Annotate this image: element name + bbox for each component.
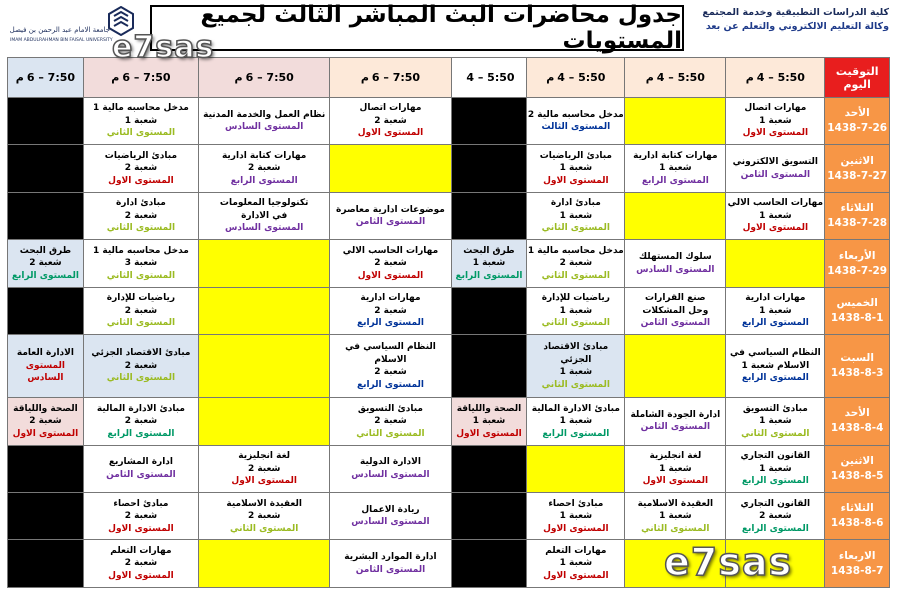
course-cell bbox=[625, 445, 726, 492]
course-cell bbox=[330, 240, 451, 287]
course-name: الادارة العامة bbox=[16, 348, 74, 359]
course-name: مهارات اتصال bbox=[359, 103, 422, 114]
empty-slot bbox=[330, 145, 451, 192]
course-level: المستوى الثاني bbox=[106, 223, 176, 234]
course-cell bbox=[330, 98, 451, 145]
course-cell bbox=[8, 240, 84, 287]
course-name: مدخل محاسبه مالية 1 bbox=[527, 245, 624, 256]
course-detail: شعبة 1 bbox=[759, 210, 792, 221]
course-level: المستوى الثاني bbox=[541, 379, 611, 390]
no-session-slot bbox=[8, 287, 84, 334]
course-level: المستوى الرابع bbox=[741, 373, 809, 384]
course-cell bbox=[83, 398, 198, 445]
course-level: المستوى الثامن bbox=[106, 469, 176, 480]
no-session-slot bbox=[451, 335, 527, 398]
course-name: تكنولوجيا المعلومات bbox=[219, 198, 309, 209]
course-level: المستوى الثاني bbox=[641, 523, 710, 534]
course-name: مبادئ الادارة المالية bbox=[531, 403, 620, 414]
course-level: المستوى الثاني bbox=[106, 270, 176, 281]
time-range: 4 – 5:50 bbox=[756, 71, 805, 84]
course-level: المستوى الاول bbox=[108, 523, 174, 534]
course-detail: شعبة 1 bbox=[759, 115, 792, 126]
day-cell bbox=[825, 192, 890, 239]
course-level: المستوى الثاني bbox=[741, 428, 810, 439]
course-cell bbox=[527, 240, 625, 287]
course-cell bbox=[83, 192, 198, 239]
course-name: النظام السياسي في الاسلام bbox=[345, 342, 436, 365]
course-name: مبادئ التسويق bbox=[742, 403, 808, 414]
college-info bbox=[689, 6, 889, 34]
course-level: المستوى الثاني bbox=[230, 523, 299, 534]
course-level: المستوى الاول bbox=[543, 523, 609, 534]
course-level: المستوى الثامن bbox=[640, 318, 711, 329]
course-cell bbox=[625, 287, 726, 334]
no-session-slot bbox=[451, 145, 527, 192]
course-name: موضوعات ادارية معاصرة bbox=[336, 204, 445, 215]
course-detail: شعبة 1 bbox=[759, 305, 792, 316]
course-cell bbox=[199, 145, 330, 192]
course-detail: شعبة 2 bbox=[124, 163, 158, 174]
empty-slot bbox=[625, 192, 726, 239]
course-name: مبادئ التسويق bbox=[357, 403, 423, 414]
empty-slot bbox=[625, 335, 726, 398]
empty-slot bbox=[199, 335, 330, 398]
course-name: ادارة الجودة الشاملة bbox=[630, 409, 721, 420]
course-name: مهارات التعلم bbox=[545, 545, 607, 556]
schedule-row bbox=[8, 445, 890, 492]
course-cell bbox=[726, 145, 825, 192]
course-cell bbox=[451, 398, 527, 445]
time-range: 6 – 7:50 bbox=[371, 71, 421, 84]
course-cell bbox=[726, 493, 825, 540]
course-level: المستوى الاول bbox=[357, 270, 424, 281]
course-name: مهارات الحاسب الالي bbox=[727, 198, 824, 209]
course-detail: شعبة 1 bbox=[124, 115, 158, 126]
day-cell bbox=[825, 335, 890, 398]
course-cell bbox=[726, 192, 825, 239]
corner-header bbox=[825, 58, 890, 98]
day-cell bbox=[825, 98, 890, 145]
day-name: الأربعاء bbox=[838, 249, 876, 262]
course-level: المستوى الثالث bbox=[541, 122, 611, 133]
day-date: 1438-8-1 bbox=[830, 312, 884, 325]
schedule-row bbox=[8, 398, 890, 445]
course-name: مبادئ ادارة bbox=[550, 198, 601, 209]
course-level: المستوى الرابع bbox=[741, 476, 809, 487]
schedule-row bbox=[8, 335, 890, 398]
course-level: المستوى الرابع bbox=[741, 318, 809, 329]
course-name: مبادئ الاقتصاد الجزئي bbox=[543, 342, 609, 365]
course-cell bbox=[451, 240, 527, 287]
course-name: ادارة المشاريع bbox=[108, 457, 174, 468]
course-cell bbox=[527, 192, 625, 239]
course-cell bbox=[83, 335, 198, 398]
course-name: لغة انجليزية bbox=[238, 451, 291, 462]
course-level: المستوى الرابع bbox=[11, 270, 79, 281]
course-detail: وحل المشكلات bbox=[642, 305, 709, 316]
course-detail: شعبة 1 bbox=[559, 163, 593, 174]
time-header bbox=[8, 58, 84, 98]
course-name: مدخل محاسبه مالية 2 bbox=[527, 109, 624, 120]
no-session-slot bbox=[8, 493, 84, 540]
course-detail: شعبة 1 bbox=[659, 463, 692, 474]
course-name: الادارة الدولية bbox=[360, 457, 421, 468]
time-unit: م bbox=[15, 71, 24, 84]
course-name: رياضيات للإدارة bbox=[541, 293, 610, 304]
course-name: مهارات اتصال bbox=[744, 103, 807, 114]
no-session-slot bbox=[451, 540, 527, 588]
course-detail: شعبة 2 bbox=[124, 558, 158, 569]
course-name: القانون التجاري bbox=[740, 451, 811, 462]
university-name-en: IMAM ABDULRAHMAN BIN FAISAL UNIVERSITY bbox=[10, 38, 113, 43]
course-cell bbox=[330, 540, 451, 588]
course-level: المستوى الاول bbox=[108, 175, 174, 186]
day-name: الخميس bbox=[836, 297, 878, 310]
schedule-body bbox=[8, 98, 890, 588]
empty-slot bbox=[726, 240, 825, 287]
empty-slot bbox=[199, 540, 330, 588]
course-name: مبادئ الرياضيات bbox=[539, 150, 612, 161]
course-level: المستوى الاول bbox=[231, 476, 297, 487]
course-level: المستوى الثاني bbox=[541, 318, 611, 329]
course-detail: شعبة 2 bbox=[374, 258, 407, 269]
course-cell bbox=[726, 287, 825, 334]
course-cell bbox=[527, 287, 625, 334]
course-cell bbox=[527, 98, 625, 145]
course-cell bbox=[330, 398, 451, 445]
no-session-slot bbox=[8, 145, 84, 192]
corner-day-label: اليوم bbox=[843, 77, 871, 91]
course-level: المستوى الاول bbox=[108, 570, 174, 581]
course-level: المستوى الرابع bbox=[741, 523, 809, 534]
course-detail: شعبة 1 bbox=[659, 163, 692, 174]
course-cell bbox=[199, 493, 330, 540]
time-header bbox=[330, 58, 451, 98]
course-level: المستوى الاول bbox=[357, 128, 424, 139]
day-date: 1438-8-6 bbox=[830, 517, 884, 530]
empty-slot bbox=[625, 98, 726, 145]
day-name: الاثنين bbox=[840, 454, 874, 467]
course-level: المستوى الاول bbox=[12, 428, 79, 439]
course-level: المستوى الاول bbox=[742, 128, 809, 139]
course-detail: شعبة 2 bbox=[124, 210, 158, 221]
day-date: 1438-8-5 bbox=[830, 469, 884, 482]
course-cell bbox=[83, 98, 198, 145]
course-name: التسويق الالكتروني bbox=[732, 157, 818, 168]
college-name: كلية الدراسات التطبيقية وخدمة المجتمع bbox=[702, 7, 889, 18]
course-name: رياضيات للإدارة bbox=[106, 293, 176, 304]
schedule-row bbox=[8, 240, 890, 287]
course-cell bbox=[8, 335, 84, 398]
course-level: المستوى الرابع bbox=[455, 270, 523, 281]
course-name: مهارات كتابة ادارية bbox=[633, 150, 718, 161]
course-level: المستوى الثاني bbox=[106, 128, 176, 139]
course-name: نظام العمل والخدمة المدنية bbox=[203, 109, 326, 120]
course-name: مهارات التعلم bbox=[110, 545, 172, 556]
course-detail: شعبة 2 bbox=[124, 511, 158, 521]
course-name: مبادئ احصاء bbox=[113, 498, 169, 509]
day-date: 1438-8-4 bbox=[830, 422, 884, 435]
course-detail: شعبة 1 bbox=[759, 463, 792, 474]
course-name: سلوك المستهلك bbox=[638, 252, 712, 263]
course-level: المستوى الرابع bbox=[356, 379, 424, 390]
day-cell bbox=[825, 398, 890, 445]
course-detail: شعبة 1 bbox=[472, 258, 506, 269]
course-detail: شعبة 1 bbox=[759, 416, 792, 427]
course-cell bbox=[527, 145, 625, 192]
no-session-slot bbox=[451, 445, 527, 492]
day-date: 1438-7-29 bbox=[827, 264, 888, 277]
course-cell bbox=[330, 287, 451, 334]
course-cell bbox=[527, 335, 625, 398]
course-cell bbox=[83, 540, 198, 588]
course-detail: شعبة 1 bbox=[559, 511, 593, 521]
course-name: مهارات ادارية bbox=[360, 293, 421, 304]
course-name: العقيدة الاسلامية bbox=[637, 498, 714, 509]
course-cell bbox=[199, 445, 330, 492]
course-name: صنع القرارات bbox=[645, 293, 706, 304]
no-session-slot bbox=[8, 445, 84, 492]
course-detail: شعبة 1 bbox=[559, 558, 593, 569]
course-name: ريادة الاعمال bbox=[361, 504, 420, 515]
course-level: المستوى الثاني bbox=[106, 318, 176, 329]
course-detail: شعبة 2 bbox=[374, 115, 407, 126]
course-name: مبادئ ادارة bbox=[115, 198, 166, 209]
course-name: مبادئ الادارة المالية bbox=[96, 403, 185, 414]
course-level: المستوى الثاني bbox=[106, 373, 176, 384]
no-session-slot bbox=[451, 192, 527, 239]
watermark-top: e7sas bbox=[112, 30, 215, 65]
course-detail: شعبة 2 bbox=[247, 163, 281, 174]
empty-slot bbox=[199, 240, 330, 287]
course-level: المستوى الرابع bbox=[356, 318, 424, 329]
time-header bbox=[199, 58, 330, 98]
schedule-row bbox=[8, 145, 890, 192]
no-session-slot bbox=[8, 540, 84, 588]
day-date: 1438-7-27 bbox=[827, 169, 888, 182]
time-header bbox=[451, 58, 527, 98]
course-name: مبادئ الاقتصاد الجزئي bbox=[91, 348, 191, 359]
deanship-name: وكالة التعليم الالكتروني والتعلم عن بعد bbox=[705, 21, 889, 32]
empty-slot bbox=[199, 287, 330, 334]
time-range: 4 – 5:50 bbox=[466, 71, 515, 84]
course-level: المستوى الاول bbox=[456, 428, 522, 439]
time-range: 4 – 5:50 bbox=[557, 71, 606, 84]
day-cell bbox=[825, 540, 890, 588]
day-date: 1438-8-7 bbox=[830, 564, 884, 577]
course-name: ادارة الموارد البشرية bbox=[344, 552, 437, 563]
course-name: الصحة واللياقة bbox=[456, 403, 522, 414]
course-cell bbox=[330, 493, 451, 540]
course-name: النظام السياسي في bbox=[729, 348, 821, 359]
course-level: المستوى الاول bbox=[742, 223, 809, 234]
course-level: المستوى السادس bbox=[25, 360, 66, 384]
course-level: المستوى الثاني bbox=[541, 270, 611, 281]
course-level: المستوى الاول bbox=[642, 476, 709, 487]
course-detail: شعبة 1 bbox=[559, 367, 593, 378]
empty-slot bbox=[527, 445, 625, 492]
day-cell bbox=[825, 287, 890, 334]
course-detail: شعبة 1 bbox=[559, 210, 593, 221]
course-cell bbox=[527, 540, 625, 588]
course-name: مهارات ادارية bbox=[745, 293, 806, 304]
course-cell bbox=[527, 493, 625, 540]
day-name: الثلاثاء bbox=[840, 502, 874, 515]
course-level: المستوى السادس bbox=[224, 122, 304, 133]
course-name: مبادئ الرياضيات bbox=[104, 150, 178, 161]
course-level: المستوى السادس bbox=[636, 264, 715, 275]
course-level: المستوى الرابع bbox=[542, 428, 610, 439]
no-session-slot bbox=[451, 98, 527, 145]
course-detail: شعبة 2 bbox=[124, 416, 158, 427]
university-name-ar: جامعة الامام عبد الرحمن بن فيصل bbox=[9, 26, 110, 34]
time-unit: م bbox=[745, 71, 754, 84]
day-name: الاثنين bbox=[840, 154, 874, 167]
time-unit: م bbox=[234, 71, 243, 84]
course-level: المستوى الثامن bbox=[640, 422, 711, 433]
time-unit: م bbox=[546, 71, 555, 84]
schedule-row bbox=[8, 493, 890, 540]
day-cell bbox=[825, 145, 890, 192]
course-level: المستوى الثامن bbox=[355, 217, 426, 228]
day-name: الأحد bbox=[844, 407, 870, 420]
day-name: الثلاثاء bbox=[840, 202, 874, 215]
course-name: لغة انجليزية bbox=[649, 451, 702, 462]
no-session-slot bbox=[451, 493, 527, 540]
course-detail: الاسلام شعبة 1 bbox=[741, 360, 810, 371]
time-range: 6 – 7:50 bbox=[245, 71, 294, 84]
course-name: مدخل محاسبه مالية 1 bbox=[93, 103, 189, 114]
course-detail: شعبة 1 bbox=[659, 511, 692, 521]
course-detail: شعبة 2 bbox=[247, 463, 281, 474]
course-detail: شعبة 2 bbox=[374, 416, 407, 427]
course-cell bbox=[330, 192, 451, 239]
schedule-row bbox=[8, 287, 890, 334]
course-detail: شعبة 1 bbox=[472, 416, 506, 427]
no-session-slot bbox=[8, 98, 84, 145]
course-level: المستوى الثامن bbox=[355, 564, 426, 575]
course-name: الصحة واللياقة bbox=[13, 403, 78, 414]
course-level: المستوى الرابع bbox=[107, 428, 175, 439]
course-level: المستوى الرابع bbox=[230, 175, 298, 186]
course-cell bbox=[625, 240, 726, 287]
day-date: 1438-8-3 bbox=[830, 367, 884, 380]
course-level: المستوى السادس bbox=[351, 469, 430, 480]
course-name: مبادئ احصاء bbox=[548, 498, 604, 509]
course-detail: شعبة 2 bbox=[559, 258, 593, 269]
course-cell bbox=[625, 145, 726, 192]
time-unit: م bbox=[645, 71, 654, 84]
course-level: المستوى الثامن bbox=[740, 169, 811, 180]
course-detail: في الادارة bbox=[241, 210, 288, 221]
day-cell bbox=[825, 445, 890, 492]
time-range: 4 – 5:50 bbox=[656, 71, 705, 84]
course-detail: شعبة 3 bbox=[124, 258, 158, 269]
day-cell bbox=[825, 240, 890, 287]
page-title: جدول محاضرات البث المباشر الثالث لجميع المستويات bbox=[150, 5, 684, 51]
course-level: المستوى السادس bbox=[351, 517, 430, 528]
course-cell bbox=[726, 398, 825, 445]
course-name: القانون التجاري bbox=[740, 498, 811, 509]
course-detail: شعبة 2 bbox=[759, 511, 792, 521]
course-name: العقيدة الاسلامية bbox=[226, 498, 302, 509]
course-detail: شعبة 2 bbox=[29, 258, 62, 269]
course-level: المستوى الثاني bbox=[356, 428, 425, 439]
schedule-row bbox=[8, 192, 890, 239]
day-name: السبت bbox=[840, 352, 874, 365]
watermark-bottom: e7sas bbox=[664, 540, 793, 584]
course-cell bbox=[726, 335, 825, 398]
course-detail: شعبة 2 bbox=[247, 511, 281, 521]
empty-slot bbox=[199, 398, 330, 445]
corner-time-label: التوقيت bbox=[835, 64, 879, 78]
course-cell bbox=[83, 493, 198, 540]
course-detail: شعبة 2 bbox=[374, 305, 407, 316]
course-cell bbox=[83, 240, 198, 287]
course-cell bbox=[83, 445, 198, 492]
course-cell bbox=[330, 445, 451, 492]
course-level: المستوى السادس bbox=[224, 223, 304, 234]
time-range: 6 – 7:50 bbox=[122, 71, 171, 84]
time-header bbox=[625, 58, 726, 98]
course-level: المستوى الثاني bbox=[541, 223, 611, 234]
course-level: المستوى الاول bbox=[543, 175, 609, 186]
time-header bbox=[726, 58, 825, 98]
course-name: مهارات كتابة ادارية bbox=[221, 150, 307, 161]
time-header bbox=[527, 58, 625, 98]
schedule-table bbox=[7, 57, 890, 588]
course-cell bbox=[625, 398, 726, 445]
course-cell bbox=[330, 335, 451, 398]
course-level: المستوى الرابع bbox=[641, 175, 709, 186]
course-name: طرق البحث bbox=[19, 245, 72, 256]
course-detail: شعبة 2 bbox=[374, 367, 407, 378]
time-range: 6 – 7:50 bbox=[26, 71, 76, 84]
course-name: طرق البحث bbox=[463, 245, 515, 256]
course-detail: شعبة 2 bbox=[124, 360, 158, 371]
time-unit: م bbox=[111, 71, 120, 84]
time-unit: م bbox=[360, 71, 369, 84]
course-detail: شعبة 1 bbox=[559, 305, 593, 316]
course-cell bbox=[199, 192, 330, 239]
course-level: المستوى الاول bbox=[543, 570, 609, 581]
course-cell bbox=[199, 98, 330, 145]
course-cell bbox=[726, 98, 825, 145]
course-name: مهارات الحاسب الالي bbox=[342, 245, 439, 256]
schedule-row bbox=[8, 98, 890, 145]
course-cell bbox=[83, 287, 198, 334]
course-detail: شعبة 2 bbox=[124, 305, 158, 316]
day-name: الاربعاء bbox=[838, 549, 876, 562]
course-cell bbox=[625, 493, 726, 540]
course-cell bbox=[527, 398, 625, 445]
day-name: الأحد bbox=[844, 107, 870, 120]
course-detail: شعبة 1 bbox=[559, 416, 593, 427]
day-date: 1438-7-26 bbox=[827, 122, 888, 135]
day-cell bbox=[825, 493, 890, 540]
course-cell bbox=[83, 145, 198, 192]
day-date: 1438-7-28 bbox=[827, 217, 888, 230]
no-session-slot bbox=[8, 192, 84, 239]
course-cell bbox=[8, 398, 84, 445]
no-session-slot bbox=[451, 287, 527, 334]
course-cell bbox=[726, 445, 825, 492]
course-name: مدخل محاسبه مالية 1 bbox=[93, 245, 189, 256]
course-detail: شعبة 2 bbox=[29, 416, 62, 427]
